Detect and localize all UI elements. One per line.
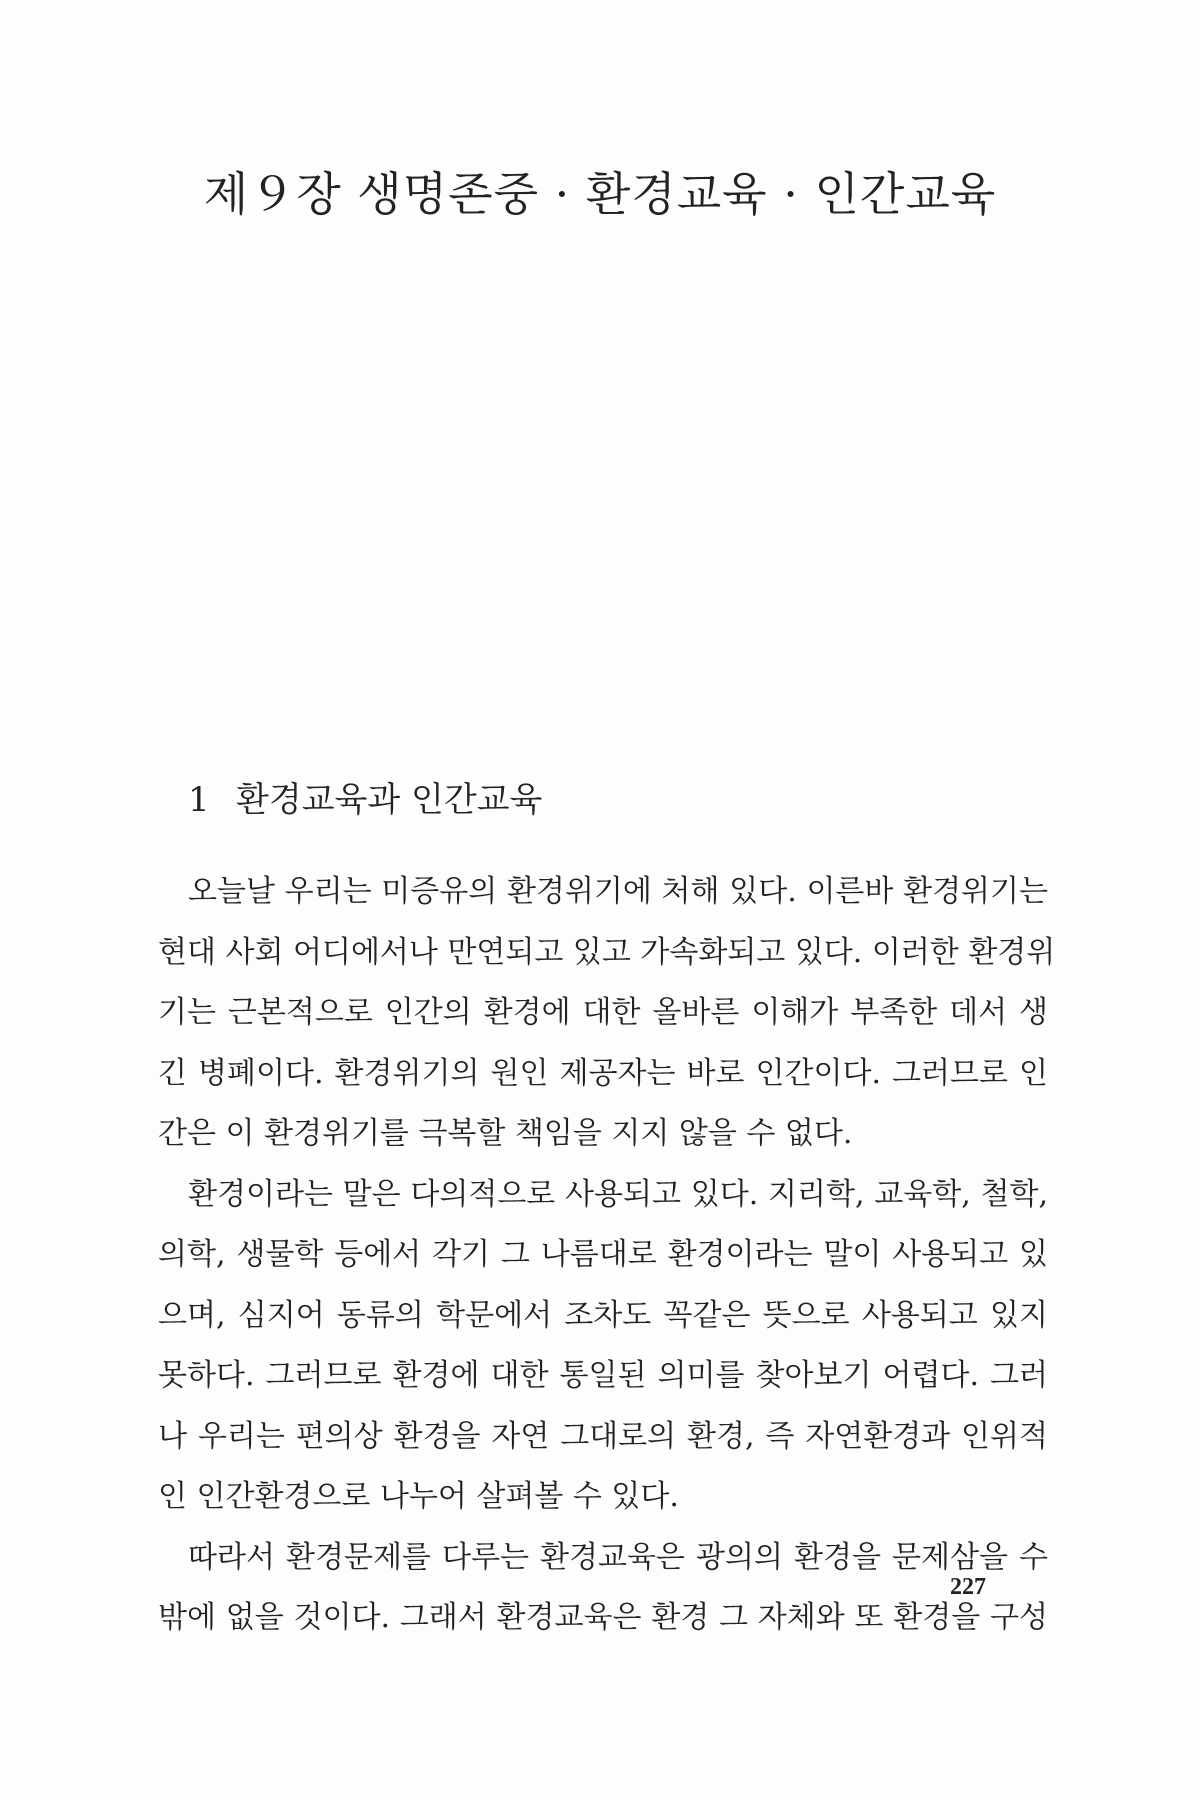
text-line: 따라서 환경문제를 다루는 환경교육은 광의의 환경을 문제삼을 수 [188,1539,1048,1575]
paragraph-2 [158,1165,1048,1528]
page-number: 227 [950,1574,986,1600]
text-line: 의학, 생물학 등에서 각기 그 나름대로 환경이라는 말이 사용되고 있 [158,1237,1048,1272]
text-line: 환경이라는 말은 다의적으로 사용되고 있다. 지리학, 교육학, 철학, [188,1176,1048,1212]
paragraph-1 [158,862,1056,1165]
text-line: 기는 근본적으로 인간의 환경에 대한 올바른 이해가 부족한 데서 생 [158,995,1048,1030]
text-line: 현대 사회 어디에서나 만연되고 있고 가속화되고 있다. 이러한 환경위 [158,934,1056,970]
text-line: 긴 병폐이다. 환경위기의 원인 제공자는 바로 인간이다. 그러므로 인 [158,1055,1048,1091]
section-number: 1 [188,780,210,820]
paragraph-3 [158,1528,1048,1649]
text-line: 밖에 없을 것이다. 그래서 환경교육은 환경 그 자체와 또 환경을 구성 [158,1600,1048,1635]
text-line: 못하다. 그러므로 환경에 대한 통일된 의미를 찾아보기 어렵다. 그러 [158,1358,1048,1393]
text-line: 인 인간환경으로 나누어 살펴볼 수 있다. [158,1479,679,1514]
section-heading [188,772,542,821]
text-line: 간은 이 환경위기를 극복할 책임을 지지 않을 수 없다. [158,1116,853,1151]
text-line: 으며, 심지어 동류의 학문에서 조차도 꼭같은 뜻으로 사용되고 있지 [158,1297,1048,1333]
chapter-title: 제９장 생명존중 · 환경교육 · 인간교육 [203,167,997,221]
body-text [158,862,1056,1649]
section-title: 환경교육과 인간교육 [236,780,543,820]
text-line: 나 우리는 편의상 환경을 자연 그대로의 환경, 즉 자연환경과 인위적 [158,1418,1048,1454]
text-line: 오늘날 우리는 미증유의 환경위기에 처해 있다. 이른바 환경위기는 [188,874,1048,909]
